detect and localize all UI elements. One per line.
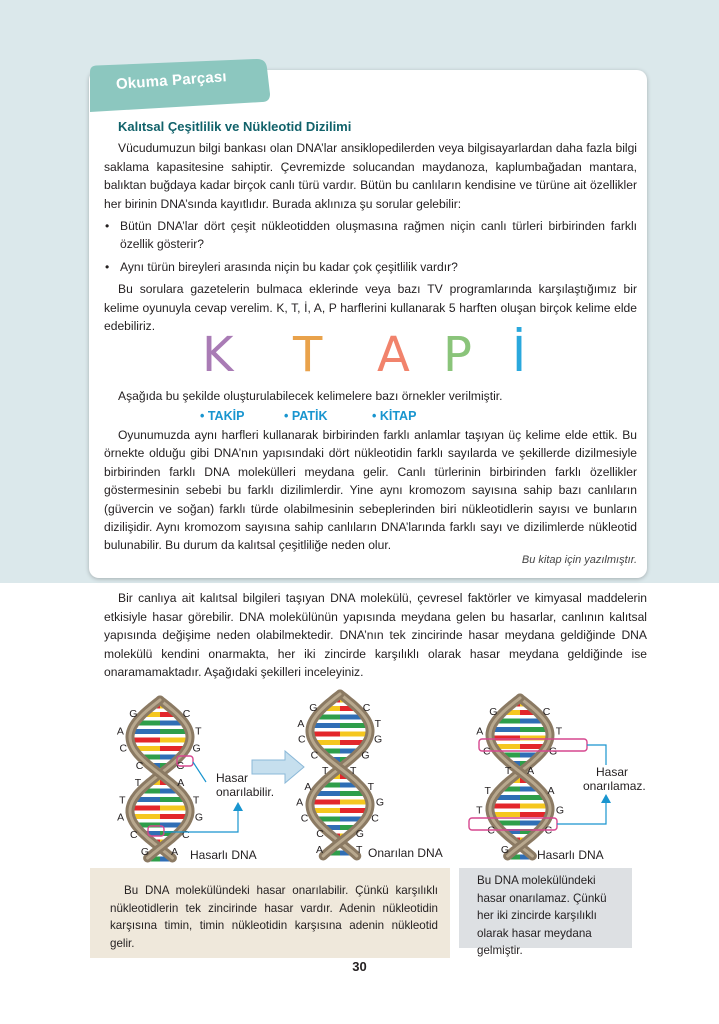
example-words xyxy=(104,406,637,426)
nucleotide-label: G xyxy=(355,828,364,841)
nucleotide-label: C xyxy=(544,824,553,837)
nucleotide-label: C xyxy=(487,824,495,837)
repair-arrow-icon xyxy=(252,751,304,783)
nucleotide-label: T xyxy=(367,780,375,793)
nucleotide-label: C xyxy=(130,828,138,841)
unrepairable-label-line2: onarılamaz. xyxy=(583,779,646,793)
damaged-dna-label-2: Hasarlı DNA xyxy=(537,848,604,862)
nucleotide-label: G xyxy=(549,745,558,758)
question-bullet-1: • Bütün DNA’lar dört çeşit nükleotidden oluşmasına rağmen niçin canlı türleri birbirinden farklı özellik gösterir? xyxy=(104,217,637,254)
backbone-strand-a xyxy=(310,694,370,856)
damaged-dna-unrepairable xyxy=(476,698,564,857)
example-word-kitap: • KİTAP xyxy=(372,408,417,423)
nucleotide-label: T xyxy=(374,717,382,730)
nucleotide-label: C xyxy=(310,749,319,762)
nucleotide-label: T xyxy=(119,794,126,807)
nucleotide-label: G xyxy=(176,759,185,772)
reading-paragraph-2: Bu sorulara gazetelerin bulmaca eklerinde veya bazı TV programlarında karşılaştığımız bir kelime oyunuyla cevap verelim. K, T, İ, A, P harflerini kullanarak 5 harften oluşan birçok kelime elde edebiliriz. xyxy=(104,282,637,334)
caption-repairable-text: Bu DNA molekülündeki hasar onarılabilir. Çünkü karşılıklı nükleotidlerin tek zincirinde hasar vardır. Adenin nükleotidin karşısına timin, timin nükleotidin karşısına adenin nükleotid gelir. xyxy=(110,884,438,950)
unrepairable-label-line1: Hasar xyxy=(596,765,629,779)
backbone-highlight xyxy=(490,698,550,856)
nucleotide-label: A xyxy=(296,796,304,809)
nucleotide-label: T xyxy=(350,765,357,778)
nucleotide-label: T xyxy=(195,725,202,738)
nucleotide-label: G xyxy=(129,708,138,720)
double-damage-pointer-arrowhead xyxy=(601,794,611,803)
reading-paragraph-1: Vücudumuzun bilgi bankası olan DNA’lar ansiklopedilerden veya bilgisayarlardan daha fazla bilgi saklama kapasitesine sahiptir. Çevremizde solucandan maydanoza, kaplumbağadan mantara, balıktan buğdaya kadar birçok canlı türü vardır. Bütün bu canlıların kendisine ve türüne ait özellikler her birinin DNA’sında kayıtlıdır. Burada aklınıza şu sorular gelebilir: xyxy=(104,141,637,211)
nucleotide-label: G xyxy=(375,796,385,809)
backbone-strand-b xyxy=(310,694,370,856)
nucleotide-label: A xyxy=(177,777,185,789)
body-paragraph: Bir canlıya ait kalıtsal bilgileri taşıyan DNA molekülü, çevresel faktörler ve kimyasal maddelerin etkisiyle hasar görebilir. DNA molekülünün yapısında meydana gelen bu hasarlar, canlının kalıtsal yapısında değişime neden olabilmektedir. DNA’nın tek zincirinde hasar meydana geldiğinde DNA molekülü kendini onarmakta, her iki zincirde karşılıklı olarak hasar meydana geldiğinde ise onaramamaktadır. Aşağıdaki şekilleri inceleyiniz. xyxy=(104,591,647,680)
reading-tab-title: Okuma Parçası xyxy=(115,68,228,93)
repaired-dna xyxy=(296,694,384,856)
caption-unrepairable xyxy=(459,868,632,958)
backbone-highlight xyxy=(130,700,190,858)
double-damage-box-upper xyxy=(479,739,587,751)
backbone-strand-a xyxy=(130,700,190,858)
nucleotide-label: C xyxy=(362,702,371,714)
nucleotide-label: T xyxy=(504,765,512,778)
caption-repairable xyxy=(90,868,450,958)
nucleotide-label: G xyxy=(374,733,383,746)
nucleotide-label: C xyxy=(300,812,309,825)
caption-unrepairable-text: Bu DNA molekülündeki hasar onarılamaz. Çünkü her iki zincirde karşılıklı olarak hasar meydana gelmiştir. xyxy=(477,874,607,958)
nucleotide-label: C xyxy=(182,708,191,720)
nucleotide-label: A xyxy=(297,717,305,730)
nucleotide-label: C xyxy=(298,733,306,746)
nucleotide-label: C xyxy=(135,759,144,772)
double-damage-pointer-line xyxy=(557,745,606,824)
page-number: 30 xyxy=(352,959,367,974)
nucleotide-label: G xyxy=(192,742,201,755)
nucleotide-label: A xyxy=(547,784,555,797)
nucleotide-label: A xyxy=(117,811,125,824)
backbone-strand-b xyxy=(490,698,550,856)
letter-t: T xyxy=(293,327,323,384)
backbone-highlight xyxy=(490,698,550,856)
letter-a: A xyxy=(377,327,410,384)
backbone-strand-a xyxy=(490,698,550,856)
nucleotide-label: G xyxy=(361,749,370,762)
nucleotide-label: A xyxy=(304,780,312,793)
nucleotide-label: T xyxy=(134,777,142,789)
damaged-dna-repairable xyxy=(117,700,203,859)
damage-box-lower xyxy=(148,826,164,836)
backbone-strand-b xyxy=(130,700,190,858)
reading-content xyxy=(104,118,637,555)
question-bullet-2: • Aynı türün bireyleri arasında niçin bu kadar çok çeşitlilik vardır? xyxy=(104,258,637,276)
nucleotide-label: A xyxy=(476,725,484,738)
nucleotide-label: G xyxy=(140,846,150,858)
nucleotide-label: C xyxy=(182,828,190,841)
reading-paragraph-4: Oyunumuzda aynı harfleri kullanarak birbirinden farklı anlamlar taşıyan üç kelime elde ettik. Bu örnekte olduğu gibi DNA’nın yapısındaki dört nükleotidin farklı sayılarda ve şekillerde dizilmesiyle birbirinden farklı DNA molekülleri meydana gelir. Canlı türlerinin birbirinden farklı özellikler göstermesinin sebebi bu farklı dizilimlerdir. Yine aynı kromozom sayısına sahip bazı canlıların (güvercin ve soğan) farklı türde olabilmesinin sebeplerinden biri nükleotidlerin sayısı ve bunların dizilişidir. Aynı kromozom sayısına sahip canlıların DNA’larında farklı sayı ve dizilimlerde nükleotid bulunabilir. Bu durum da kalıtsal çeşitliliğe neden olur. xyxy=(104,427,637,553)
nucleotide-label: T xyxy=(356,844,363,856)
nucleotide-label: G xyxy=(489,706,498,718)
nucleotide-label: T xyxy=(476,804,483,817)
nucleotide-label: T xyxy=(322,765,329,778)
nucleotide-label: G xyxy=(555,804,565,817)
letter-p: P xyxy=(443,327,472,384)
nucleotide-label: C xyxy=(316,828,324,841)
example-word-takip: • TAKİP xyxy=(200,408,245,423)
nucleotide-label: C xyxy=(542,706,551,718)
backbone-highlight xyxy=(310,694,370,856)
backbone-highlight xyxy=(310,694,370,856)
letter-k: K xyxy=(202,327,234,384)
reading-credit: Bu kitap için yazılmıştır. xyxy=(521,554,637,566)
repairable-label-line2: onarılabilir. xyxy=(216,785,275,799)
nucleotide-label: G xyxy=(309,702,318,714)
repaired-dna-label: Onarılan DNA xyxy=(368,846,443,860)
reading-heading: Kalıtsal Çeşitlilik ve Nükleotid Dizilimi xyxy=(118,119,352,134)
nucleotide-label: A xyxy=(527,765,535,778)
damaged-dna-label-1: Hasarlı DNA xyxy=(190,848,257,862)
repairable-label-line1: Hasar xyxy=(216,771,249,785)
nucleotide-label: C xyxy=(119,742,128,755)
damage-pointer-line xyxy=(164,759,238,832)
nucleotide-label: G xyxy=(194,811,204,824)
double-damage-box-lower xyxy=(469,818,557,830)
backbone-highlight xyxy=(130,700,190,858)
nucleotide-label: C xyxy=(371,812,379,825)
example-word-patik: • PATİK xyxy=(284,408,328,423)
nucleotide-label: A xyxy=(316,844,324,856)
nucleotide-label: A xyxy=(116,725,124,738)
nucleotide-label: T xyxy=(555,725,563,738)
nucleotide-label: G xyxy=(500,844,510,856)
nucleotide-label: T xyxy=(192,794,200,807)
damage-pointer-arrowhead xyxy=(233,802,243,811)
damage-box-upper xyxy=(177,756,193,766)
nucleotide-label: C xyxy=(483,745,491,758)
nucleotide-label: T xyxy=(484,784,491,797)
letter-row xyxy=(104,327,637,387)
nucleotide-label: A xyxy=(171,846,179,858)
letter-i: İ xyxy=(512,327,527,384)
reading-paragraph-3: Aşağıda bu şekilde oluşturulabilecek kelimelere bazı örnekler verilmiştir. xyxy=(118,389,503,404)
